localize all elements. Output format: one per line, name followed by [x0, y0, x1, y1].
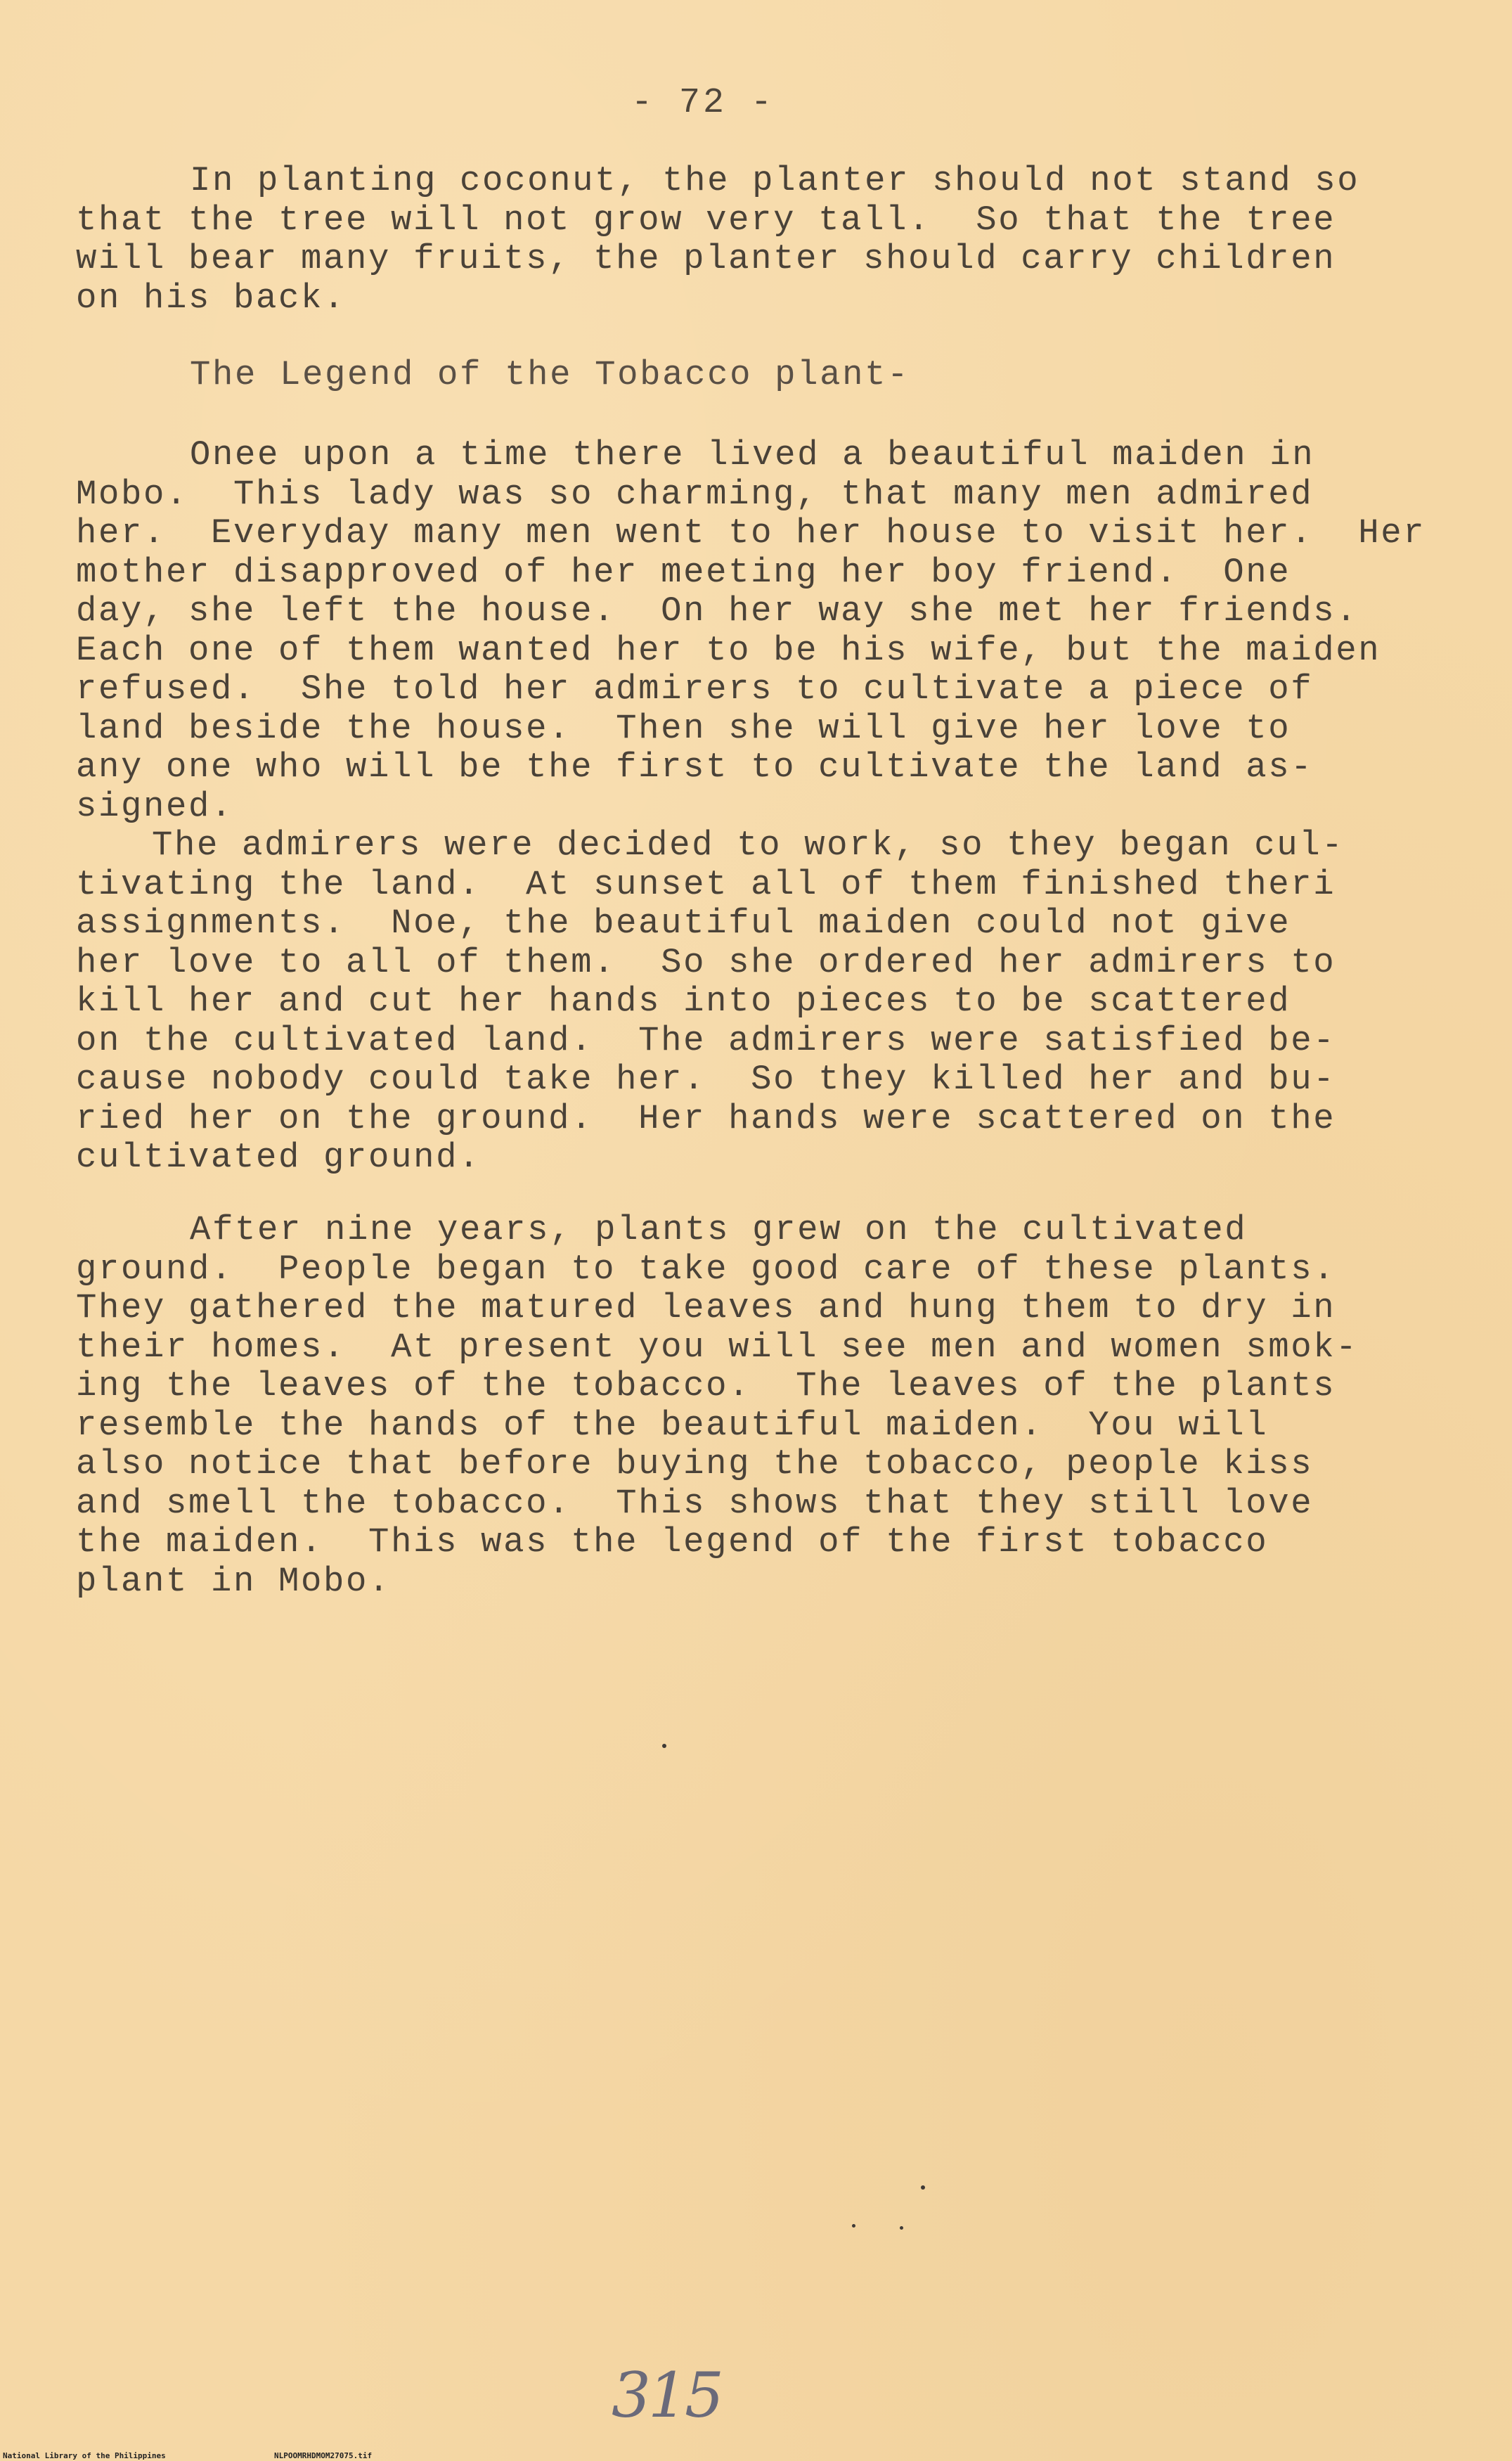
text-line: assignments. Noe, the beautiful maiden could not give [76, 904, 1291, 943]
ink-speck [900, 2226, 903, 2230]
text-line: signed. [76, 786, 234, 826]
ink-speck [852, 2224, 855, 2228]
text-line: plant in Mobo. [76, 1561, 392, 1601]
page-number: - 72 - [631, 83, 775, 123]
footer-source-label: National Library of the Philippines [3, 2451, 166, 2460]
text-line: on the cultivated land. The admirers were satisfied be- [76, 1020, 1336, 1060]
text-line: ground. People began to take good care of these plants. [76, 1249, 1336, 1289]
ending-paragraph [76, 1211, 1468, 1601]
text-line: Mobo. This lady was so charming, that many men admired [76, 474, 1314, 514]
text-line: will bear many fruits, the planter should carry children [76, 239, 1336, 278]
footer-file-name: NLPOOMRHDMOM27075.tif [274, 2451, 373, 2460]
section-heading: The Legend of the Tobacco plant- [190, 355, 910, 394]
text-line: Each one of them wanted her to be his wife, but the maiden [76, 630, 1381, 670]
text-line: Onee upon a time there lived a beautiful maiden in [190, 435, 1315, 475]
text-line: mother disapproved of her meeting her boy friend. One [76, 552, 1291, 592]
text-line: kill her and cut her hands into pieces to be scattered [76, 982, 1291, 1021]
text-line: their homes. At present you will see men and women smok- [76, 1327, 1359, 1367]
text-line: cultivated ground. [76, 1138, 482, 1177]
text-line: also notice that before buying the tobacco, people kiss [76, 1444, 1314, 1484]
text-line: her love to all of them. So she ordered her admirers to [76, 942, 1336, 982]
text-line: tivating the land. At sunset all of them finished theri [76, 864, 1336, 904]
ink-speck [921, 2185, 925, 2190]
text-line: and smell the tobacco. This shows that they still love [76, 1483, 1314, 1523]
text-line: land beside the house. Then she will give her love to [76, 708, 1291, 748]
text-line: After nine years, plants grew on the cultivated [190, 1210, 1248, 1249]
text-line: cause nobody could take her. So they killed her and bu- [76, 1060, 1336, 1099]
text-line: day, she left the house. On her way she met her friends. [76, 591, 1359, 631]
text-line: on his back. [76, 278, 347, 318]
handwritten-page-mark: 315 [612, 2359, 721, 2431]
text-line: They gathered the matured leaves and hung them to dry in [76, 1288, 1336, 1328]
text-line: any one who will be the first to cultivate the land as- [76, 747, 1314, 787]
text-line: the maiden. This was the legend of the first tobacco [76, 1522, 1269, 1562]
text-line: her. Everyday many men went to her house to visit her. Her [76, 513, 1426, 553]
text-line: refused. She told her admirers to cultivate a piece of [76, 669, 1314, 709]
text-line: that the tree will not grow very tall. So that the tree [76, 200, 1336, 240]
intro-paragraph [76, 162, 1468, 318]
ink-speck [662, 1744, 666, 1748]
text-line: In planting coconut, the planter should not stand so [190, 161, 1360, 200]
text-line: resemble the hands of the beautiful maiden. You will [76, 1405, 1269, 1445]
text-line: ried her on the ground. Her hands were scattered on the [76, 1098, 1336, 1138]
text-line: The admirers were decided to work, so they began cul- [152, 825, 1345, 865]
text-line: ing the leaves of the tobacco. The leaves of the plants [76, 1366, 1336, 1406]
story-paragraph [76, 436, 1468, 1178]
